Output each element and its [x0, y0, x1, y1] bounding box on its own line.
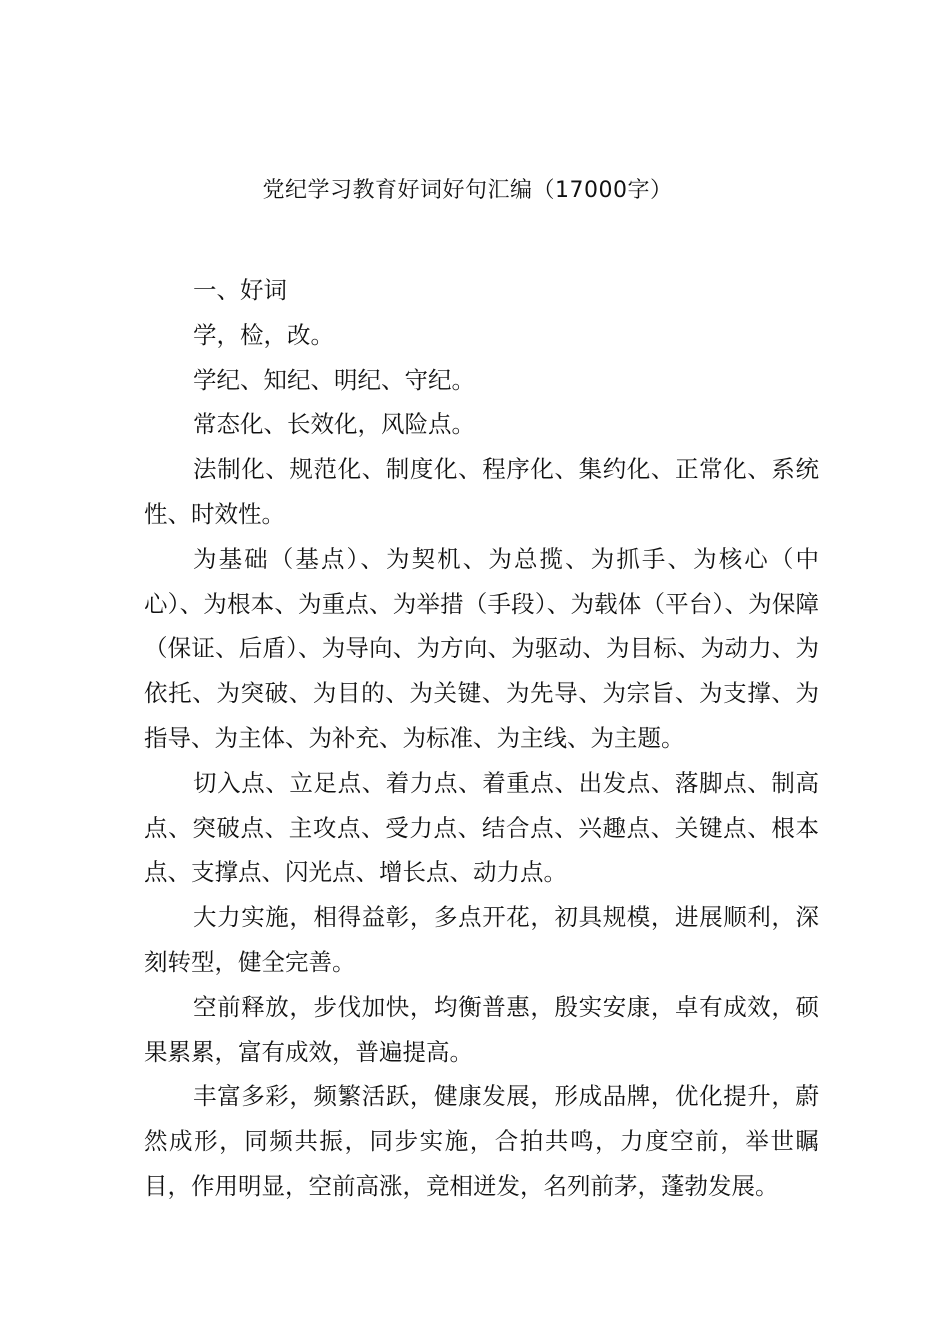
- paragraph: 法制化、规范化、制度化、程序化、集约化、正常化、系统性、时效性。: [144, 455, 819, 528]
- document-title: 党纪学习教育好词好句汇编（17000字）: [262, 178, 673, 203]
- section-heading: 一、好词: [193, 276, 287, 304]
- paragraph: 学纪、知纪、明纪、守纪。: [193, 365, 475, 394]
- paragraph: 空前释放，步伐加快，均衡普惠，殷实安康，卓有成效，硕果累累，富有成效，普遍提高。: [144, 992, 819, 1066]
- paragraph: 丰富多彩，频繁活跃，健康发展，形成品牌，优化提升，蔚然成形，同频共振，同步实施，合拍共鸣，力度空前，举世瞩目，作用明显，空前高涨，竞相迸发，名列前茅，蓬勃发展。: [144, 1082, 819, 1200]
- paragraph: 切入点、立足点、着力点、着重点、出发点、落脚点、制高点、突破点、主攻点、受力点、结合点、兴趣点、关键点、根本点、支撑点、闪光点、增长点、动力点。: [144, 768, 819, 887]
- paragraph: 为基础（基点）、为契机、为总揽、为抓手、为核心（中心）、为根本、为重点、为举措（手段）、为载体（平台）、为保障（保证、后盾）、为导向、为方向、为驱动、为目标、为动力、为依托、为突破、为目的、为关键、为先导、为宗旨、为支撑、为指导、为主体、为补充、为标准、为主线、为主题。: [144, 544, 819, 752]
- document-body: [144, 268, 819, 1209]
- paragraph: 学，检，改。: [193, 320, 334, 349]
- paragraph: 大力实施，相得益彰，多点开花，初具规模，进展顺利，深刻转型，健全完善。: [144, 903, 819, 976]
- paragraph: 常态化、长效化，风险点。: [193, 410, 475, 439]
